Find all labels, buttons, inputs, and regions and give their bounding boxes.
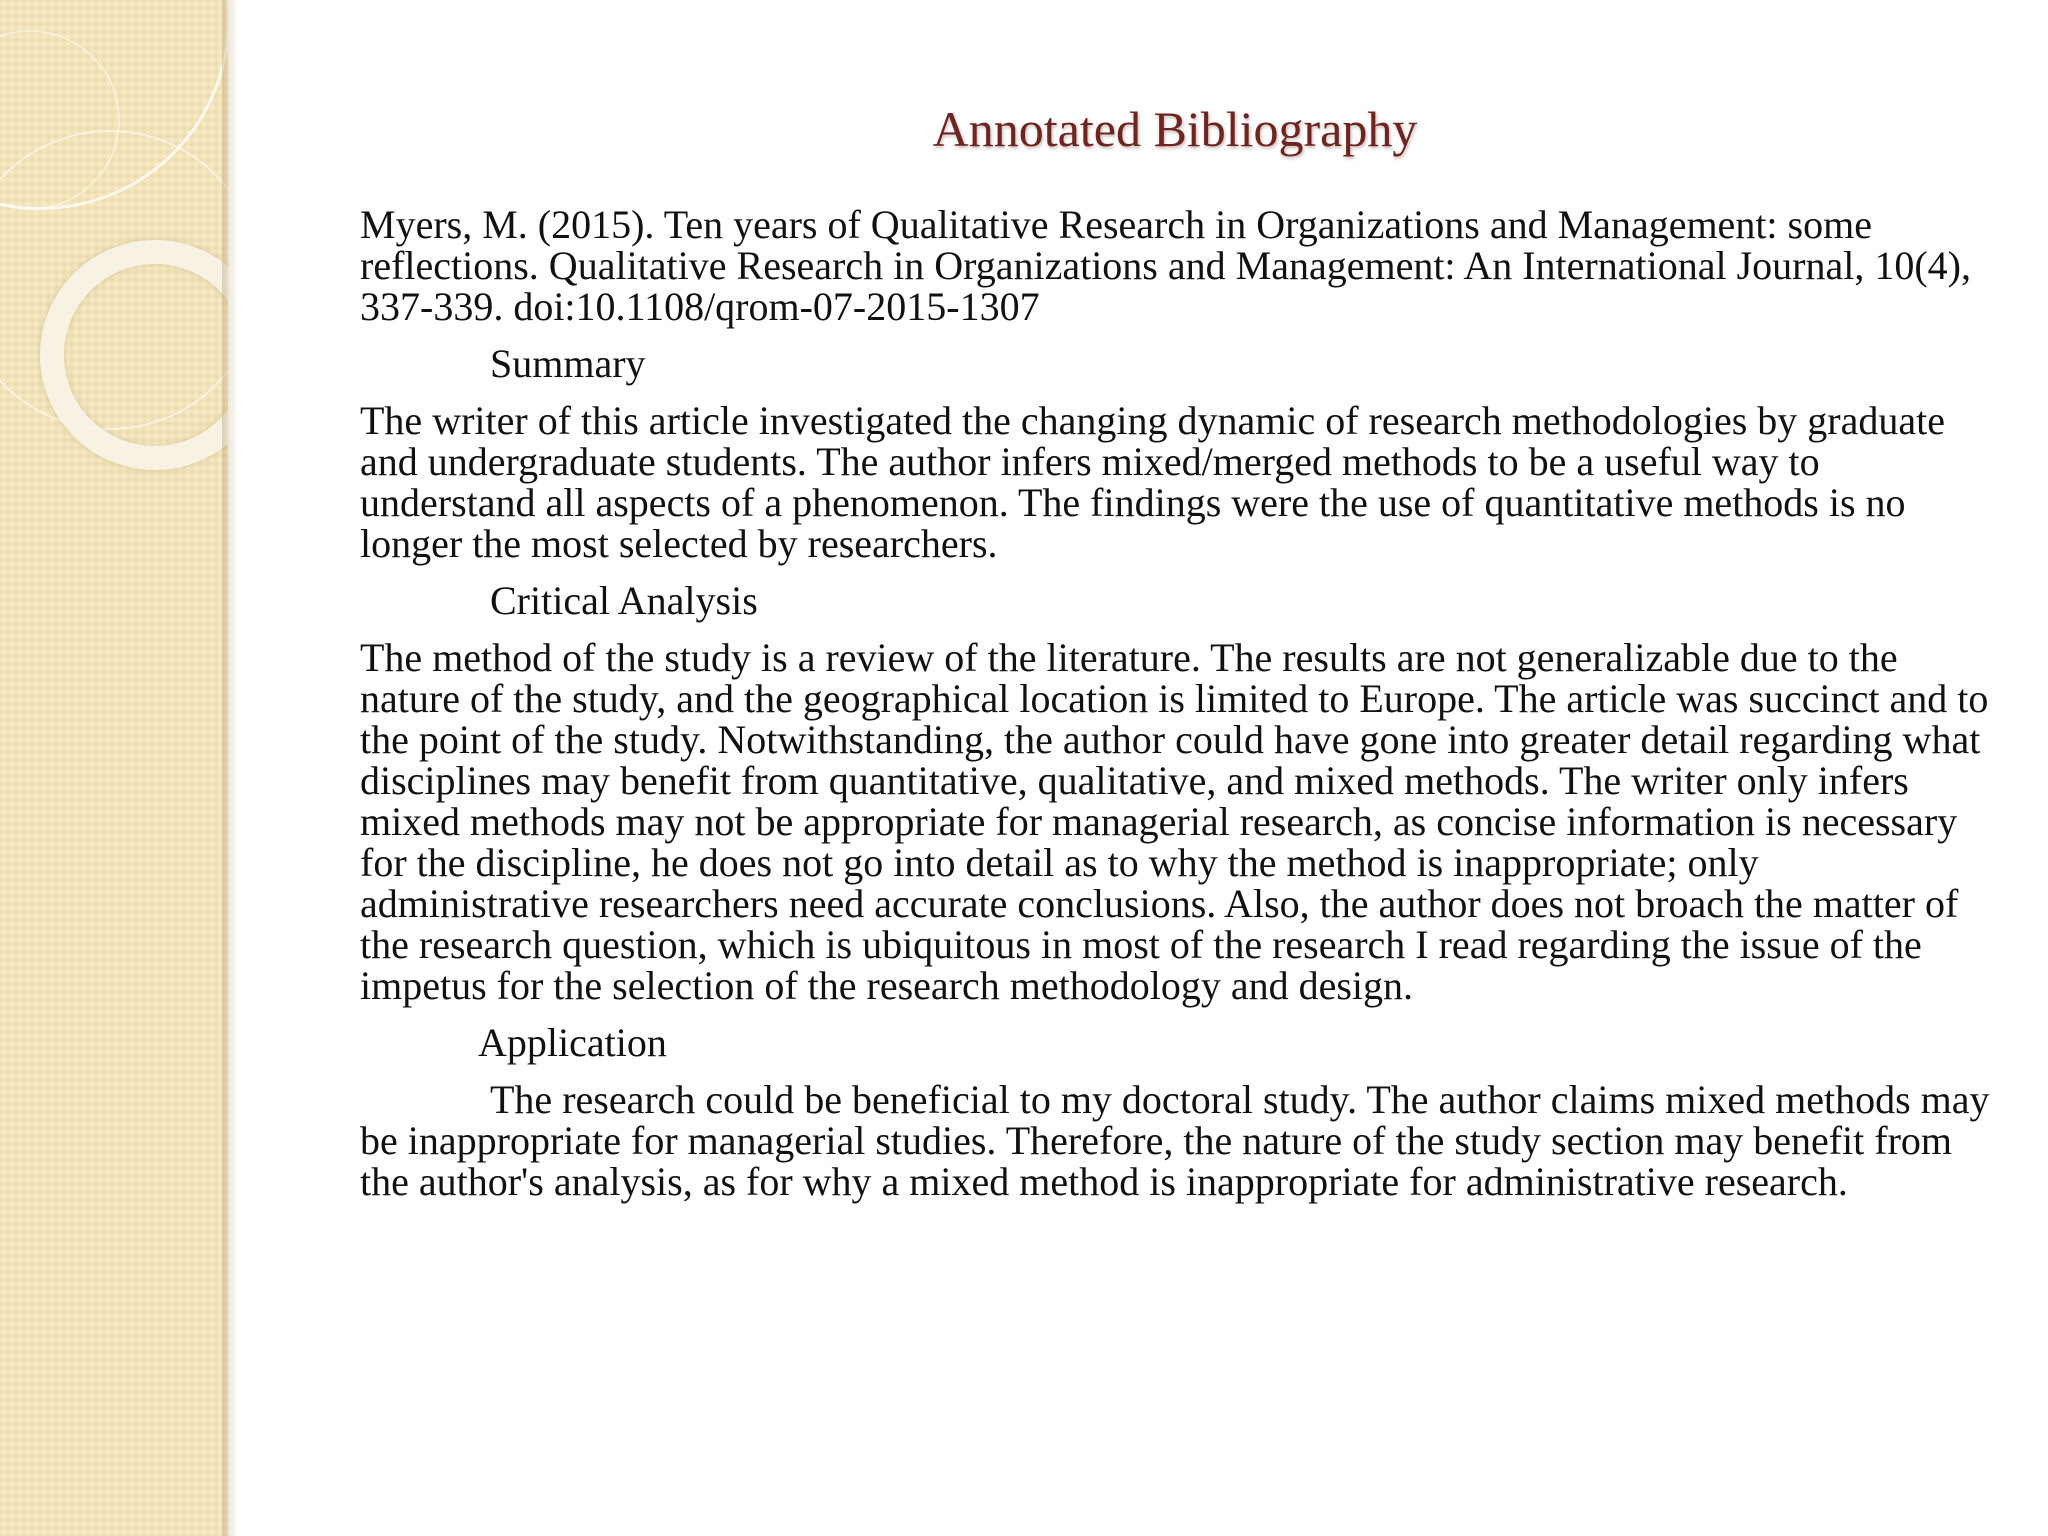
- application-heading: Application: [478, 1020, 667, 1065]
- application-text: The research could be beneficial to my doctoral study. The author claims mixed methods may be inappropriate for managerial studies. Therefore, the nature of the study section may benefit from the author's analysis, as for why a mixed method is inappropriate for administrative research.: [360, 1077, 1990, 1204]
- citation: Myers, M. (2015). Ten years of Qualitative Research in Organizations and Management: some reflections. Qualitative Research in Organizations and Management: An International Journal, 10(4), 337-339. doi:10.1108/qrom-07-2015-1307: [360, 202, 1971, 329]
- slide-body: [360, 204, 1990, 1218]
- slide-title: Annotated Bibliography: [932, 101, 1418, 157]
- summary-heading: Summary: [490, 341, 646, 386]
- panel-shadow: [222, 0, 238, 1536]
- summary-text: The writer of this article investigated the changing dynamic of research methodologies by graduate and undergraduate students. The author infers mixed/merged methods to be a useful way to understand all aspects of a phenomenon. The findings were the use of quantitative methods is no longer the most selected by researchers.: [360, 398, 1945, 566]
- critical-analysis-heading: Critical Analysis: [490, 578, 758, 623]
- decorative-side-panel: [0, 0, 228, 1536]
- critical-analysis-text: The method of the study is a review of the literature. The results are not generalizable due to the nature of the study, and the geographical location is limited to Europe. The article was succinct and to the point of the study. Notwithstanding, the author could have gone into greater detail regarding what disciplines may benefit from quantitative, qualitative, and mixed methods. The writer only infers mixed methods may not be appropriate for managerial research, as concise information is necessary for the discipline, he does not go into detail as to why the method is inappropriate; only administrative researchers need accurate conclusions. Also, the author does not broach the matter of the research question, which is ubiquitous in most of the research I read regarding the issue of the impetus for the selection of the research methodology and design.: [360, 635, 1989, 1008]
